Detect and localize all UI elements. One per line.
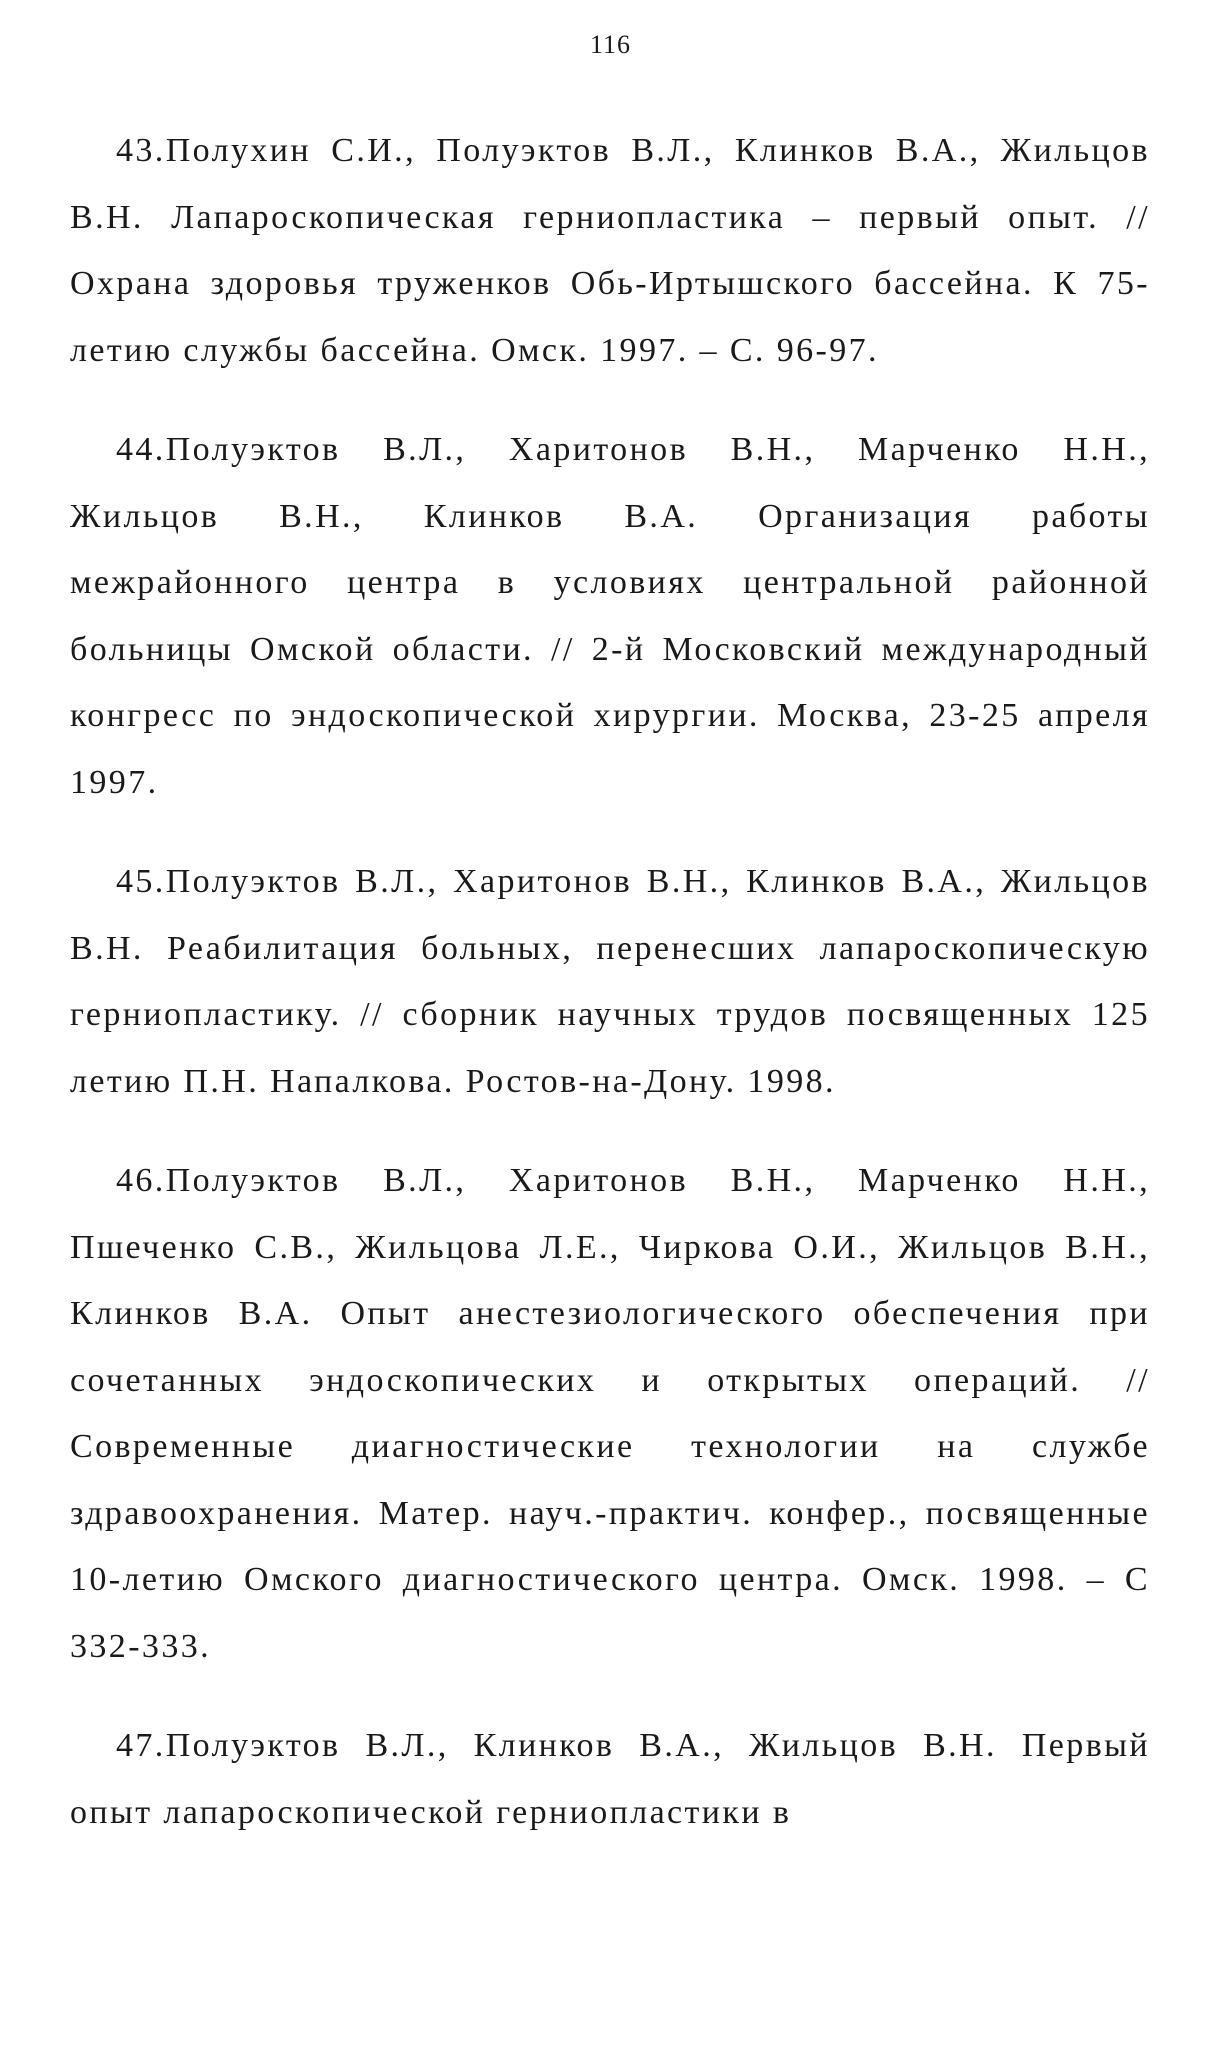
reference-47: 47.Полуэктов В.Л., Клинков В.А., Жильцов В.Н. Первый опыт лапароскопической герниопластики в — [70, 1727, 1150, 1831]
reference-list — [70, 118, 1150, 1879]
reference-43: 43.Полухин С.И., Полуэктов В.Л., Клинков В.А., Жильцов В.Н. Лапароскопическая герниопластика – первый опыт. // Охрана здоровья труженков Обь-Иртышского бассейна. К 75-летию службы бассейна. Омск. 1997. – С. 96-97. — [70, 132, 1150, 369]
reference-44: 44.Полуэктов В.Л., Харитонов В.Н., Марченко Н.Н., Жильцов В.Н., Клинков В.А. Организация работы межрайонного центра в условиях центральной районной больницы Омской области. // 2-й Московский международный конгресс по эндоскопической хирургии. Москва, 23-25 апреля 1997. — [70, 431, 1150, 801]
reference-45: 45.Полуэктов В.Л., Харитонов В.Н., Клинков В.А., Жильцов В.Н. Реабилитация больных, перенесших лапароскопическую герниопластику. // сборник научных трудов посвященных 125 летию П.Н. Напалкова. Ростов-на-Дону. 1998. — [70, 863, 1150, 1100]
reference-46: 46.Полуэктов В.Л., Харитонов В.Н., Марченко Н.Н., Пшеченко С.В., Жильцова Л.Е., Чиркова О.И., Жильцов В.Н., Клинков В.А. Опыт анестезиологического обеспечения при сочетанных эндоскопических и открытых операций. // Современные диагностические технологии на службе здравоохранения. Матер. науч.-практич. конфер., посвященные 10-летию Омского диагностического центра. Омск. 1998. – С 332-333. — [70, 1162, 1150, 1665]
page-number: 116 — [589, 30, 632, 59]
